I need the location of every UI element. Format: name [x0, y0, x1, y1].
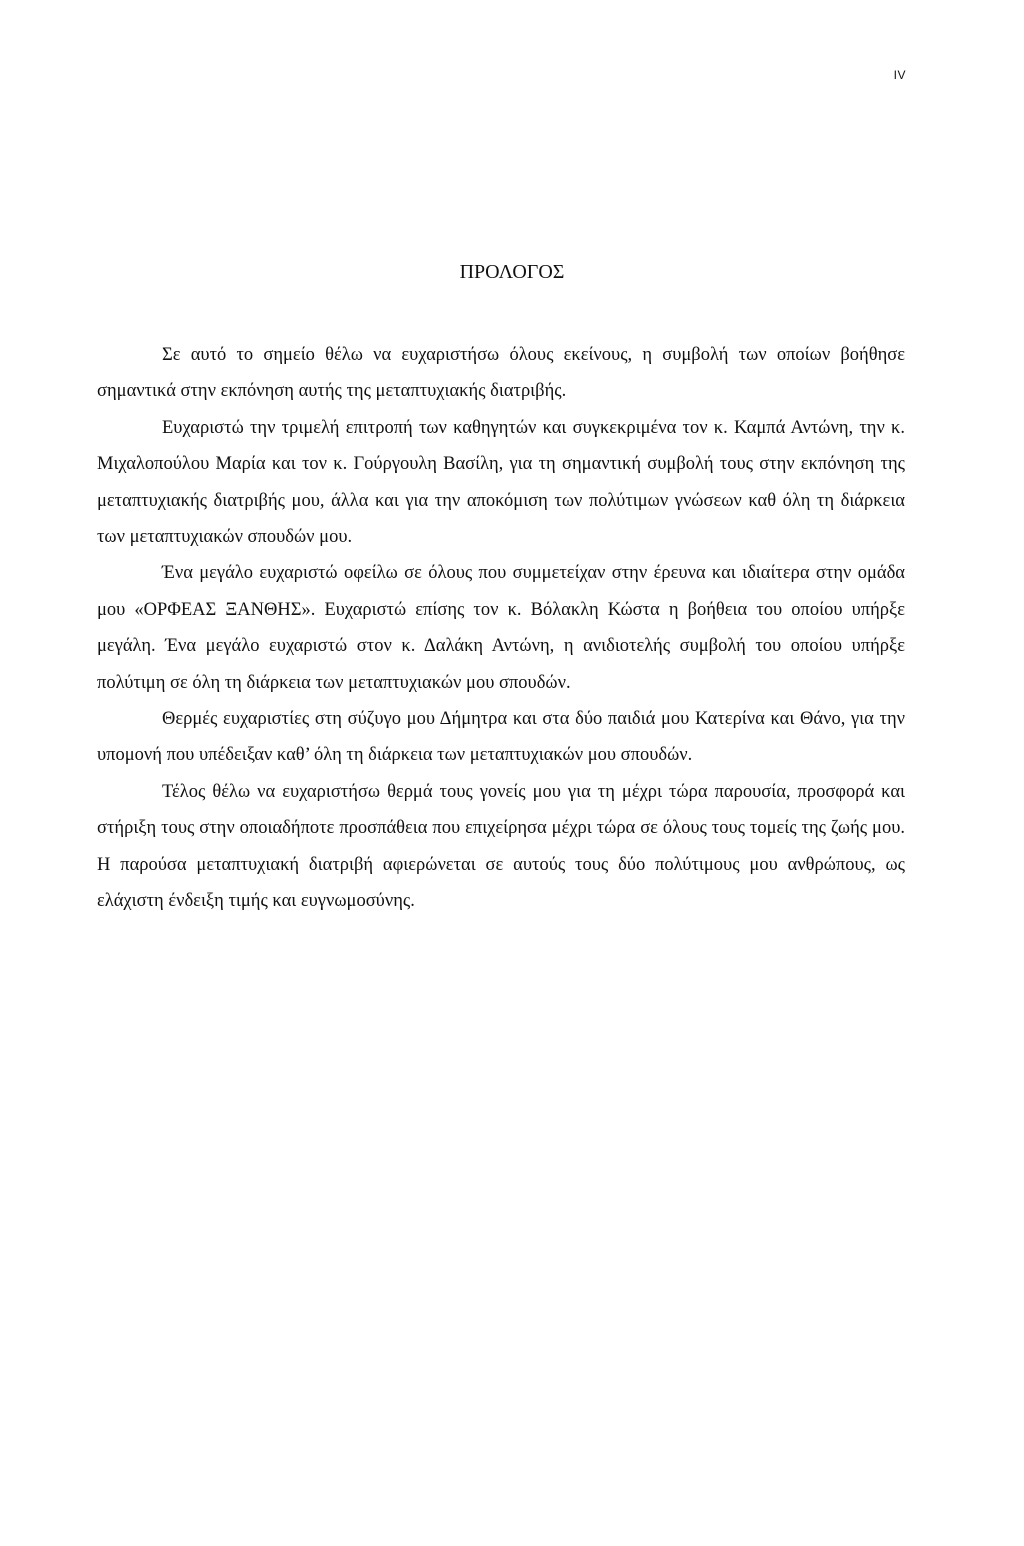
- paragraph-parents: Τέλος θέλω να ευχαριστήσω θερμά τους γονείς μου για τη μέχρι τώρα παρουσία, προσφορά και στήριξη τους στην οποιαδήποτε προσπάθεια που επιχείρησα μέχρι τώρα σε όλους τους τομείς της ζωής μου. Η παρούσα μεταπτυχιακή διατριβή αφιερώνεται σε αυτούς τους δύο πολύτιμους μου ανθρώπους, ως ελάχιστη ένδειξη τιμής και ευγνωμοσύνης.: [97, 781, 905, 912]
- page-number: IV: [893, 68, 906, 82]
- paragraph-family: Θερμές ευχαριστίες στη σύζυγο μου Δήμητρα και στα δύο παιδιά μου Κατερίνα και Θάνο, για την υπομονή που υπέδειξαν καθ’ όλη τη διάρκεια των μεταπτυχιακών μου σπουδών.: [97, 709, 905, 766]
- paragraph-team: Ένα μεγάλο ευχαριστώ οφείλω σε όλους που συμμετείχαν στην έρευνα και ιδιαίτερα στην ομάδα μου «ΟΡΦΕΑΣ ΞΑΝΘΗΣ». Ευχαριστώ επίσης τον κ. Βόλακλη Κώστα η βοήθεια του οποίου υπήρξε μεγάλη. Ένα μεγάλο ευχαριστώ στον κ. Δαλάκη Αντώνη, η ανιδιοτελής συμβολή του οποίου υπήρξε πολύτιμη σε όλη τη διάρκεια των μεταπτυχιακών μου σπουδών.: [97, 563, 905, 693]
- preface-body: [97, 337, 905, 920]
- paragraph-committee: Ευχαριστώ την τριμελή επιτροπή των καθηγητών και συγκεκριμένα τον κ. Καμπά Αντώνη, την κ. Μιχαλοπούλου Μαρία και τον κ. Γούργουλη Βασίλη, για τη σημαντική συμβολή τους στην εκπόνηση της μεταπτυχιακής διατριβής μου, άλλα και για την αποκόμιση των πολύτιμων γνώσεων καθ όλη τη διάρκεια των μεταπτυχιακών σπουδών μου.: [97, 417, 905, 548]
- page-title: ΠΡΟΛΟΓΟΣ: [459, 261, 565, 283]
- paragraph-intro: Σε αυτό το σημείο θέλω να ευχαριστήσω όλους εκείνους, η συμβολή των οποίων βοήθησε σημαντικά στην εκπόνηση αυτής της μεταπτυχιακής διατριβής.: [97, 345, 905, 402]
